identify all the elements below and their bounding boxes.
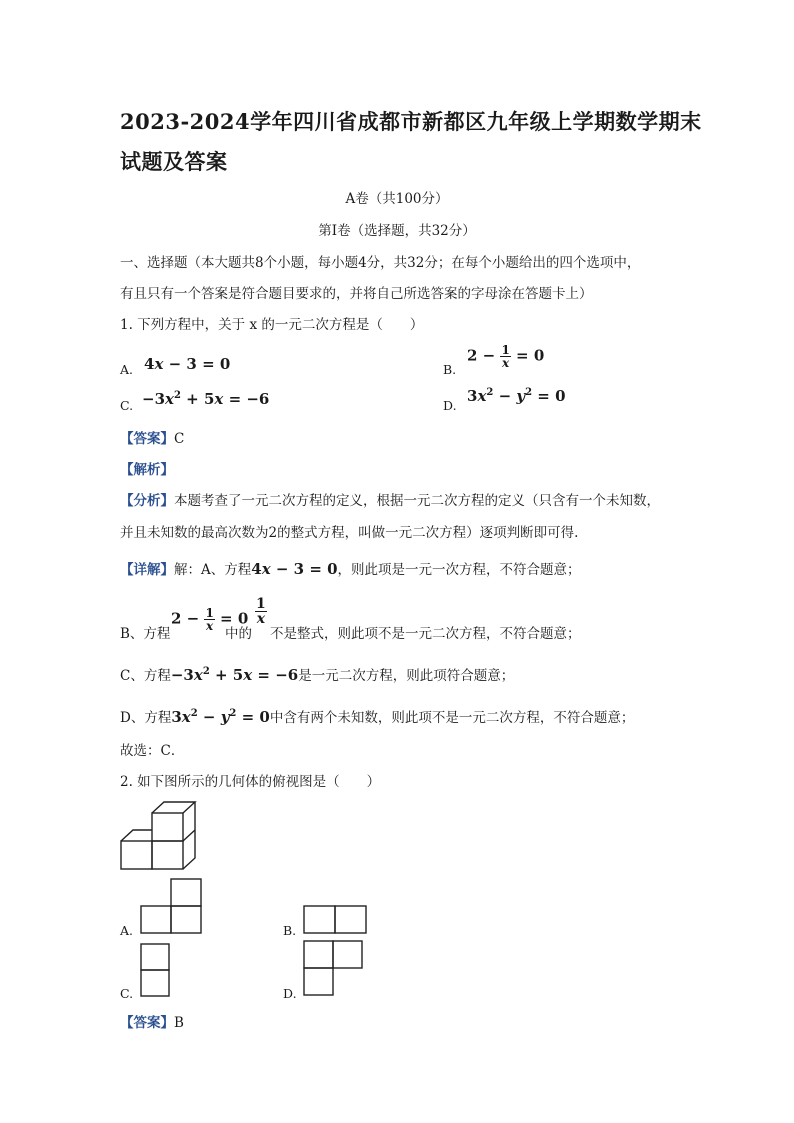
q2-answer: [120, 1011, 184, 1031]
detail-tag: 【详解】: [120, 562, 174, 578]
detail-a-post: ，则此项是一元一次方程，不符合题意；: [337, 562, 581, 578]
instructions-line2: 有且只有一个答案是符合题目要求的，并将自己所选答案的字母涂在答题卡上）: [120, 286, 593, 302]
q2-answer-tag: 【答案】: [120, 1015, 174, 1031]
analysis-text-1: 本题考查了一元二次方程的定义，根据一元二次方程的定义（只含有一个未知数，: [174, 493, 660, 509]
q2-answer-value: B: [174, 1015, 184, 1031]
page-title-line2: 试题及答案: [120, 149, 228, 174]
q2-option-a-label: A.: [120, 923, 134, 938]
detail-b-mid: 中的: [225, 626, 252, 642]
detail-b-post: 不是整式，则此项不是一元二次方程，不符合题意；: [270, 626, 581, 642]
detail-d-pre: D、方程: [120, 710, 172, 726]
section-1-heading: 第Ⅰ卷（选择题，共32分）: [318, 223, 476, 239]
detail-c-pre: C、方程: [120, 668, 171, 684]
q2-option-c-label: C.: [120, 986, 134, 1001]
detail-d-formula: $3x^2 - y^2 = 0$: [171, 708, 270, 726]
section-a-heading: A卷（共100分）: [345, 191, 449, 207]
detail-a-pre: 解：A、方程: [174, 562, 252, 578]
detail-c-post: 是一元二次方程，则此项符合题意；: [298, 668, 515, 684]
q1-option-c-formula: $-3x^2 + 5x = -6$: [142, 390, 270, 408]
q1-option-b-formula: 2 − $\frac{1}{x}$ = 0: [467, 343, 545, 370]
q1-option-a-label: A.: [120, 362, 134, 377]
q1-option-b-label: B.: [443, 362, 457, 377]
analysis-head-tag: 【分析】: [120, 493, 174, 509]
instructions-line1: 一、选择题（本大题共8个小题，每小题4分，共32分；在每个小题给出的四个选项中，: [120, 255, 641, 271]
q2-option-b-label: B.: [283, 923, 297, 938]
q1-option-d-formula: $3x^2 - y^2 = 0$: [467, 387, 566, 405]
q1-conclusion: 故选：C．: [120, 743, 185, 759]
q1-option-a-formula: 4x − 3 = 0: [144, 355, 231, 373]
q1-analysis-line2: 并且未知数的最高次数为2的整式方程，叫做一元二次方程）逐项判断即可得.: [120, 525, 579, 541]
q1-option-c-label: C.: [120, 398, 134, 413]
q2-stem: 2. 如下图所示的几何体的俯视图是（ ）: [120, 774, 381, 790]
detail-d-post: 中含有两个未知数，则此项不是一元二次方程，不符合题意；: [269, 710, 635, 726]
detail-b-formula: 2 − $\frac{1}{x}$ = 0: [171, 606, 249, 633]
page-title: 2023-2024学年四川省成都市新都区九年级上学期数学期末: [120, 109, 702, 134]
q2-option-d-label: D.: [283, 986, 297, 1001]
q1-analysis-tag: 【解析】: [120, 462, 174, 478]
detail-b-fraction: $\frac{1}{x}$: [256, 596, 266, 627]
detail-c-formula: $-3x^2 + 5x = -6$: [170, 666, 299, 684]
answer-value: C: [174, 431, 185, 447]
detail-b-pre: B、方程: [120, 626, 171, 642]
q1-stem: 1. 下列方程中，关于 x 的一元二次方程是（ ）: [120, 317, 424, 333]
q1-option-d-label: D.: [443, 398, 457, 413]
detail-a-formula: 4x − 3 = 0: [251, 560, 338, 578]
answer-tag: 【答案】: [120, 431, 174, 447]
